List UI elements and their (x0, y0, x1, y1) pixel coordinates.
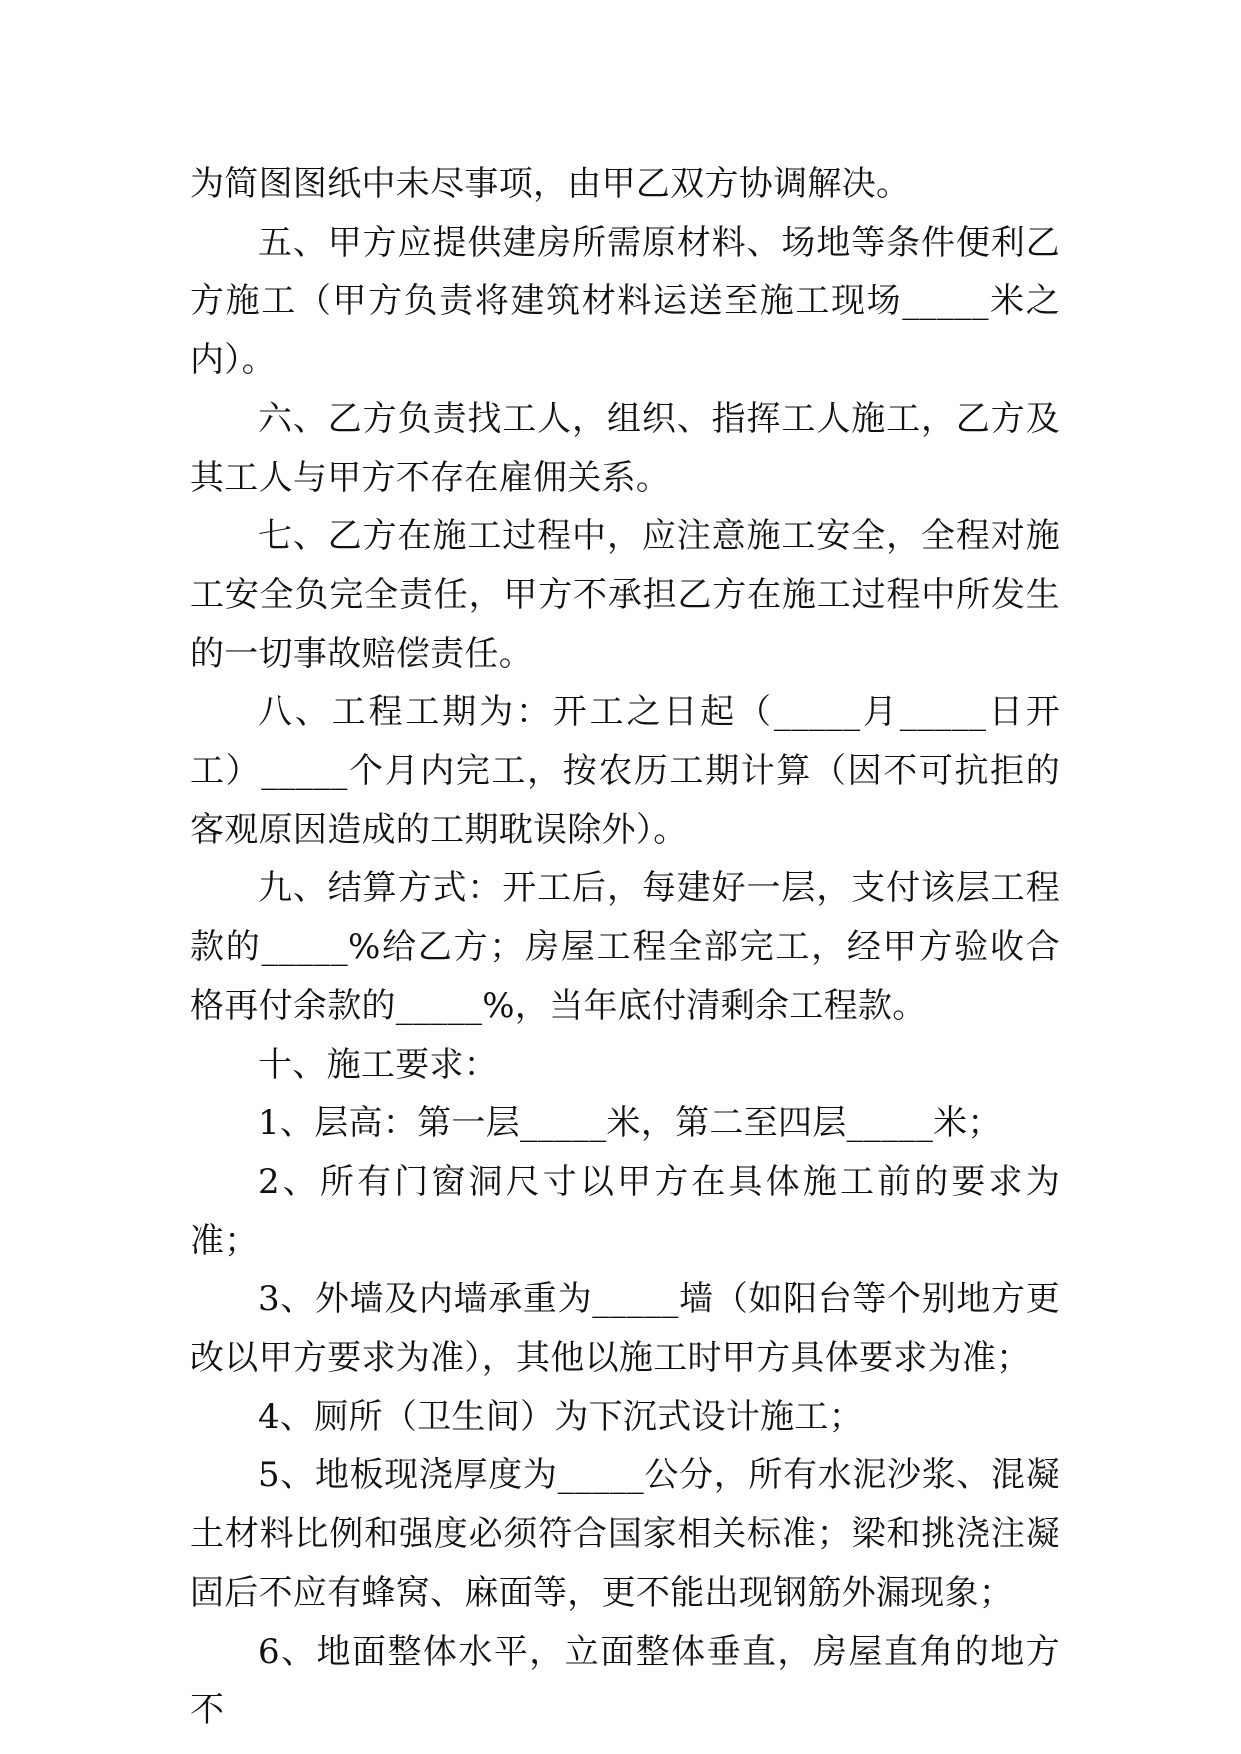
paragraph-req-1: 1、层高：第一层_____米，第二至四层_____米； (258, 1103, 1002, 1144)
paragraph-carryover: 为简图图纸中未尽事项，由甲乙双方协调解决。 (190, 164, 911, 204)
paragraph-clause-6: 六、乙方负责找工人，组织、指挥工人施工，乙方及其工人与甲方不存在雇佣关系。 (190, 398, 1060, 498)
paragraph-req-3: 3、外墙及内墙承重为_____墙（如阳台等个别地方更改以甲方要求为准），其他以施工时甲方具体要求为准； (190, 1279, 1060, 1379)
paragraph-clause-7: 七、乙方在施工过程中，应注意施工安全，全程对施工安全负完全责任，甲方不承担乙方在施工过程中所发生的一切事故赔偿责任。 (190, 516, 1060, 674)
paragraph-clause-9: 九、结算方式：开工后，每建好一层，支付该层工程款的_____%给乙方；房屋工程全部完工，经甲方验收合格再付余款的_____%，当年底付清剩余工程款。 (190, 868, 1060, 1026)
paragraph-req-6: 6、地面整体水平，立面整体垂直，房屋直角的地方不 (190, 1631, 1060, 1731)
paragraph-req-2: 2、所有门窗洞尺寸以甲方在具体施工前的要求为准； (190, 1161, 1060, 1261)
paragraph-clause-8: 八、工程工期为：开工之日起（_____月_____日开工）_____个月内完工，按农历工期计算（因不可抗拒的客观原因造成的工期耽误除外）。 (190, 692, 1060, 850)
contract-body (190, 155, 1060, 1740)
paragraph-clause-5: 五、甲方应提供建房所需原材料、场地等条件便利乙方施工（甲方负责将建筑材料运送至施工现场_____米之内）。 (190, 222, 1060, 381)
paragraph-req-5: 5、地板现浇厚度为_____公分，所有水泥沙浆、混凝土材料比例和强度必须符合国家相关标准；梁和挑浇注凝固后不应有蜂窝、麻面等，更不能出现钢筋外漏现象； (190, 1455, 1060, 1613)
paragraph-req-4: 4、厕所（卫生间）为下沉式设计施工； (258, 1396, 864, 1437)
paragraph-clause-10: 十、施工要求： (258, 1044, 499, 1085)
